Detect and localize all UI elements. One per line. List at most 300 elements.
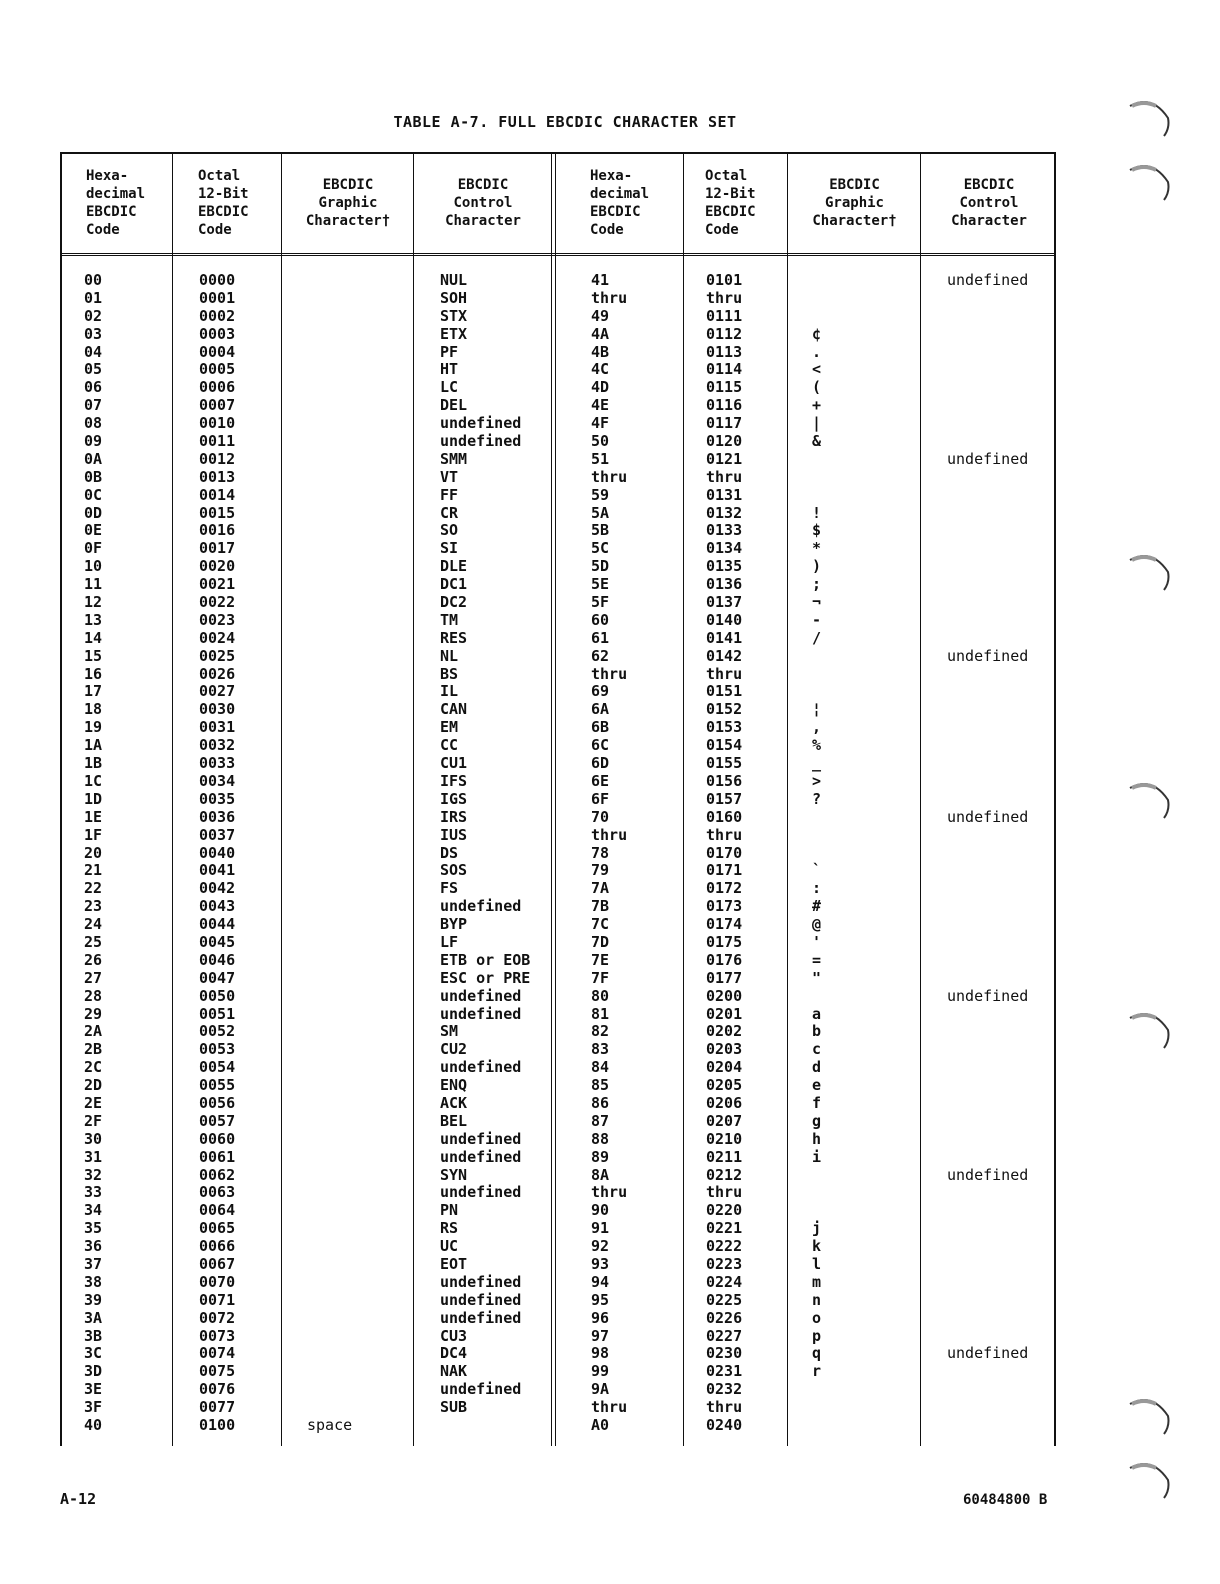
table-cell: j — [812, 1219, 822, 1238]
table-cell: 3B — [84, 1326, 103, 1345]
column-divider — [787, 152, 788, 1446]
table-cell — [947, 970, 1028, 988]
table-cell: r — [812, 1362, 822, 1381]
table-cell: 5C — [591, 539, 610, 558]
table-cell — [812, 1184, 821, 1202]
table-cell: / — [812, 628, 822, 647]
table-cell: 60 — [591, 610, 610, 629]
table-cell: 1C — [84, 771, 103, 790]
header-graphic-character: EBCDIC Graphic Character† — [305, 176, 391, 229]
table-cell: IRS — [440, 807, 468, 826]
table-cell: SI — [440, 539, 459, 558]
table-cell: thru — [591, 1398, 628, 1417]
table-cell — [947, 522, 1028, 540]
table-cell: 0006 — [199, 378, 236, 397]
table-cell: 0002 — [199, 306, 236, 325]
table-cell: 11 — [84, 575, 103, 594]
table-cell — [307, 773, 352, 791]
table-cell: 0064 — [199, 1201, 236, 1220]
table-cell — [307, 1220, 352, 1238]
table-cell: RS — [440, 1219, 459, 1238]
table-cell: 10 — [84, 557, 103, 576]
table-cell: 22 — [84, 879, 103, 898]
table-cell: undefined — [440, 1147, 522, 1166]
table-cell — [947, 1292, 1028, 1310]
table-cell: 0201 — [706, 1004, 743, 1023]
table-cell: ) — [812, 557, 822, 576]
table-cell — [307, 952, 352, 970]
table-cell — [307, 1328, 352, 1346]
table-cell: 89 — [591, 1147, 610, 1166]
table-cell — [947, 612, 1028, 630]
table-cell — [947, 737, 1028, 755]
table-cell: ` — [812, 861, 822, 880]
table-cell: 0117 — [706, 414, 743, 433]
table-cell: 51 — [591, 449, 610, 468]
table-cell — [812, 988, 821, 1006]
table-cell: 5B — [591, 521, 610, 540]
table-cell: LF — [440, 932, 459, 951]
table-cell — [947, 433, 1028, 451]
table-cell: 0046 — [199, 950, 236, 969]
table-cell — [947, 630, 1028, 648]
table-cell: 97 — [591, 1326, 610, 1345]
table-cell: 0155 — [706, 754, 743, 773]
table-cell — [307, 594, 352, 612]
table-cell: undefined — [947, 646, 1029, 665]
table-cell — [307, 1399, 352, 1417]
table-cell: 0021 — [199, 575, 236, 594]
binder-hole-icon — [1128, 98, 1176, 138]
table-cell: 0200 — [706, 986, 743, 1005]
table-cell: 0202 — [706, 1022, 743, 1041]
table-cell: + — [812, 396, 822, 415]
table-cell: 61 — [591, 628, 610, 647]
table-cell: 6A — [591, 700, 610, 719]
table-cell: DEL — [440, 396, 468, 415]
table-cell: NUL — [440, 271, 468, 289]
table-cell — [947, 469, 1028, 487]
header-octal-code-2: Octal 12-Bit EBCDIC Code — [705, 167, 756, 238]
table-cell: undefined — [440, 897, 522, 916]
table-cell: ¢ — [812, 324, 822, 343]
table-cell: p — [812, 1326, 822, 1345]
table-cell — [307, 272, 352, 290]
table-cell: 0151 — [706, 682, 743, 701]
table-cell: 0211 — [706, 1147, 743, 1166]
table-cell — [947, 308, 1028, 326]
table-cell — [947, 397, 1028, 415]
table-cell: & — [812, 432, 822, 451]
table-cell: SYN — [440, 1165, 468, 1184]
table-cell — [812, 666, 821, 684]
table-cell: 2A — [84, 1022, 103, 1041]
table-cell: RES — [440, 628, 468, 647]
table-cell — [307, 1238, 352, 1256]
table-cell: 0030 — [199, 700, 236, 719]
table-cell — [307, 308, 352, 326]
table-cell: | — [812, 414, 822, 433]
column-graphic-left — [307, 272, 352, 1435]
table-cell: 0054 — [199, 1058, 236, 1077]
table-cell: 80 — [591, 986, 610, 1005]
table-cell — [947, 344, 1028, 362]
table-cell: 0231 — [706, 1362, 743, 1381]
table-cell: ' — [812, 932, 822, 951]
table-cell: DLE — [440, 557, 468, 576]
table-cell — [307, 737, 352, 755]
table-cell: 0101 — [706, 271, 743, 289]
table-cell — [307, 1202, 352, 1220]
table-cell: 0203 — [706, 1040, 743, 1059]
table-cell: 0220 — [706, 1201, 743, 1220]
table-cell: undefined — [440, 1004, 522, 1023]
table-cell: 2E — [84, 1093, 103, 1112]
table-cell: 0012 — [199, 449, 236, 468]
table-cell: 0067 — [199, 1254, 236, 1273]
table-cell: 0077 — [199, 1398, 236, 1417]
table-cell: 3A — [84, 1308, 103, 1327]
header-graphic-character-2: EBCDIC Graphic Character† — [812, 176, 897, 229]
table-cell: SUB — [440, 1398, 468, 1417]
table-cell: 0041 — [199, 861, 236, 880]
table-cell: 0037 — [199, 825, 236, 844]
table-cell: 0131 — [706, 485, 743, 504]
table-cell — [947, 773, 1028, 791]
table-cell: 41 — [591, 271, 610, 289]
table-cell: 2B — [84, 1040, 103, 1059]
table-cell: 0000 — [199, 271, 236, 289]
table-cell: undefined — [947, 1344, 1029, 1363]
table-cell: BYP — [440, 915, 468, 934]
table-cell: 70 — [591, 807, 610, 826]
table-cell: 29 — [84, 1004, 103, 1023]
table-cell: IL — [440, 682, 459, 701]
table-cell: 1A — [84, 736, 103, 755]
table-cell: 24 — [84, 915, 103, 934]
table-cell: 0132 — [706, 503, 743, 522]
table-cell — [947, 880, 1028, 898]
table-cell: 04 — [84, 342, 103, 361]
table-cell — [947, 1220, 1028, 1238]
table-cell: 19 — [84, 718, 103, 737]
table-cell — [307, 791, 352, 809]
table-cell — [307, 1184, 352, 1202]
table-cell: 0051 — [199, 1004, 236, 1023]
table-cell: 0050 — [199, 986, 236, 1005]
table-cell: 0057 — [199, 1111, 236, 1130]
binder-hole-icon — [1128, 1010, 1176, 1050]
table-cell — [307, 469, 352, 487]
table-cell: DC2 — [440, 593, 468, 612]
table-cell: undefined — [947, 1165, 1029, 1184]
table-cell: SOS — [440, 861, 468, 880]
column-divider — [172, 152, 173, 1446]
table-cell — [947, 827, 1028, 845]
table-cell — [812, 683, 821, 701]
header-hex-code: Hexa- decimal EBCDIC Code — [86, 167, 146, 238]
table-cell — [307, 988, 352, 1006]
table-cell: 0176 — [706, 950, 743, 969]
table-cell: thru — [706, 1398, 743, 1417]
table-cell: a — [812, 1004, 822, 1023]
table-cell — [307, 845, 352, 863]
table-cell — [947, 1113, 1028, 1131]
table-cell — [812, 1202, 821, 1220]
table-cell: g — [812, 1111, 822, 1130]
table-cell: A0 — [591, 1416, 610, 1434]
table-cell: 0120 — [706, 432, 743, 451]
column-octal-right — [706, 272, 742, 1435]
table-cell — [947, 916, 1028, 934]
table-cell — [307, 666, 352, 684]
table-cell: 0222 — [706, 1237, 743, 1256]
table-cell: undefined — [947, 986, 1029, 1005]
table-cell: 33 — [84, 1183, 103, 1202]
table-cell: undefined — [440, 1308, 522, 1327]
table-cell — [307, 451, 352, 469]
table-cell: 0136 — [706, 575, 743, 594]
table-cell: 0230 — [706, 1344, 743, 1363]
table-cell: undefined — [440, 1380, 522, 1399]
table-cell: 23 — [84, 897, 103, 916]
table-cell: 26 — [84, 950, 103, 969]
table-cell: 86 — [591, 1093, 610, 1112]
table-cell: 0153 — [706, 718, 743, 737]
table-cell: 1E — [84, 807, 103, 826]
table-cell: 36 — [84, 1237, 103, 1256]
table-cell: TM — [440, 610, 459, 629]
table-cell — [947, 862, 1028, 880]
table-cell — [307, 1310, 352, 1328]
table-cell: FS — [440, 879, 459, 898]
table-cell: 0004 — [199, 342, 236, 361]
header-rule — [60, 253, 1056, 256]
table-cell — [947, 415, 1028, 433]
table-cell: h — [812, 1129, 822, 1148]
table-cell: 0001 — [199, 288, 236, 307]
table-cell: : — [812, 879, 822, 898]
table-cell: 82 — [591, 1022, 610, 1041]
table-cell: 3F — [84, 1398, 103, 1417]
table-cell: 0045 — [199, 932, 236, 951]
table-cell: 0014 — [199, 485, 236, 504]
table-cell: < — [812, 360, 822, 379]
table-cell: 96 — [591, 1308, 610, 1327]
table-cell — [307, 558, 352, 576]
table-cell: @ — [812, 915, 822, 934]
header-control-character: EBCDIC Control Character — [445, 176, 521, 229]
table-cell — [307, 433, 352, 451]
table-cell: , — [812, 718, 822, 737]
table-cell — [307, 916, 352, 934]
table-cell: 38 — [84, 1272, 103, 1291]
table-cell: 0066 — [199, 1237, 236, 1256]
table-cell — [947, 1184, 1028, 1202]
table-cell: 35 — [84, 1219, 103, 1238]
table-cell — [307, 505, 352, 523]
table-cell: CU1 — [440, 754, 468, 773]
column-hex-left — [84, 272, 102, 1435]
table-cell: DS — [440, 843, 459, 862]
table-cell: undefined — [440, 1272, 522, 1291]
table-cell: l — [812, 1254, 822, 1273]
table-cell: 84 — [591, 1058, 610, 1077]
table-cell — [307, 1345, 352, 1363]
table-cell: 69 — [591, 682, 610, 701]
table-cell — [307, 1381, 352, 1399]
table-cell: c — [812, 1040, 822, 1059]
table-cell: NL — [440, 646, 459, 665]
table-cell: 0016 — [199, 521, 236, 540]
table-cell: 0070 — [199, 1272, 236, 1291]
table-cell: d — [812, 1058, 822, 1077]
table-cell: 4E — [591, 396, 610, 415]
table-cell: 0052 — [199, 1022, 236, 1041]
table-cell: 2D — [84, 1076, 103, 1095]
table-cell — [947, 558, 1028, 576]
header-octal-code: Octal 12-Bit EBCDIC Code — [198, 167, 249, 238]
table-cell: 95 — [591, 1290, 610, 1309]
table-cell: 0140 — [706, 610, 743, 629]
table-cell: 0170 — [706, 843, 743, 862]
column-control-left — [440, 272, 530, 1435]
table-cell: 99 — [591, 1362, 610, 1381]
table-cell — [947, 1149, 1028, 1167]
table-cell: 85 — [591, 1076, 610, 1095]
table-cell: 0044 — [199, 915, 236, 934]
table-cell: undefined — [440, 1183, 522, 1202]
table-cell: 0152 — [706, 700, 743, 719]
table-cell: 09 — [84, 432, 103, 451]
header-control-character-2: EBCDIC Control Character — [951, 176, 1027, 229]
table-cell: CAN — [440, 700, 468, 719]
table-cell — [812, 1417, 821, 1435]
column-control-right — [947, 272, 1028, 1399]
table-cell: CU3 — [440, 1326, 468, 1345]
center-double-divider — [551, 152, 556, 1446]
table-cell: 0142 — [706, 646, 743, 665]
table-cell: 0047 — [199, 968, 236, 987]
table-cell — [947, 361, 1028, 379]
table-cell: 0025 — [199, 646, 236, 665]
table-cell: thru — [591, 664, 628, 683]
table-cell: 0113 — [706, 342, 743, 361]
table-cell — [812, 845, 821, 863]
table-cell: b — [812, 1022, 822, 1041]
header-hex-code-2: Hexa- decimal EBCDIC Code — [590, 167, 650, 238]
table-cell: 0031 — [199, 718, 236, 737]
table-cell — [307, 576, 352, 594]
table-cell: 0063 — [199, 1183, 236, 1202]
table-cell: 59 — [591, 485, 610, 504]
table-cell — [947, 898, 1028, 916]
table-cell: 0011 — [199, 432, 236, 451]
table-cell: 0B — [84, 467, 103, 486]
table-cell — [812, 1381, 821, 1399]
table-cell: 9A — [591, 1380, 610, 1399]
table-cell: 93 — [591, 1254, 610, 1273]
table-cell — [307, 290, 352, 308]
table-cell: 7D — [591, 932, 610, 951]
table-cell: 27 — [84, 968, 103, 987]
table-cell: 0A — [84, 449, 103, 468]
table-cell: 7E — [591, 950, 610, 969]
column-divider — [920, 152, 921, 1446]
table-cell: 94 — [591, 1272, 610, 1291]
table-cell: 40 — [84, 1416, 103, 1434]
table-cell: 0232 — [706, 1380, 743, 1399]
table-cell: EOT — [440, 1254, 468, 1273]
table-cell: 0017 — [199, 539, 236, 558]
table-cell: FF — [440, 485, 459, 504]
table-cell — [947, 1363, 1028, 1381]
table-cell: 62 — [591, 646, 610, 665]
table-cell: DC1 — [440, 575, 468, 594]
table-cell: 3C — [84, 1344, 103, 1363]
table-cell: 0115 — [706, 378, 743, 397]
table-cell — [947, 326, 1028, 344]
table-cell: 3D — [84, 1362, 103, 1381]
table-cell: 0160 — [706, 807, 743, 826]
table-cell: 0134 — [706, 539, 743, 558]
table-cell: 5F — [591, 593, 610, 612]
table-cell: 0100 — [199, 1416, 236, 1434]
column-octal-left — [199, 272, 235, 1435]
table-cell: > — [812, 771, 822, 790]
table-cell: 91 — [591, 1219, 610, 1238]
table-cell: 0226 — [706, 1308, 743, 1327]
table-cell — [307, 1006, 352, 1024]
table-cell: 0013 — [199, 467, 236, 486]
table-cell: thru — [706, 288, 743, 307]
table-cell: 0135 — [706, 557, 743, 576]
table-cell: 1F — [84, 825, 103, 844]
table-cell: 0227 — [706, 1326, 743, 1345]
table-cell: " — [812, 968, 822, 987]
table-cell: UC — [440, 1237, 459, 1256]
table-cell: thru — [706, 467, 743, 486]
table-cell: # — [812, 897, 822, 916]
table-cell: 0034 — [199, 771, 236, 790]
table-cell: 81 — [591, 1004, 610, 1023]
table-cell — [947, 701, 1028, 719]
table-cell: 0175 — [706, 932, 743, 951]
table-cell: 0116 — [706, 396, 743, 415]
document-number: 60484800 B — [963, 1492, 1048, 1508]
table-cell: BS — [440, 664, 459, 683]
table-cell: undefined — [947, 449, 1029, 468]
table-cell — [947, 934, 1028, 952]
table-cell: 6F — [591, 789, 610, 808]
table-cell — [812, 451, 821, 469]
table-cell: thru — [706, 664, 743, 683]
binder-hole-icon — [1128, 780, 1176, 820]
table-cell — [947, 683, 1028, 701]
table-cell — [307, 1059, 352, 1077]
table-cell: SM — [440, 1022, 459, 1041]
table-cell: i — [812, 1147, 822, 1166]
table-cell: 37 — [84, 1254, 103, 1273]
table-cell: 2F — [84, 1111, 103, 1130]
table-cell — [307, 880, 352, 898]
table-cell: 0060 — [199, 1129, 236, 1148]
table-cell — [307, 970, 352, 988]
table-cell: - — [812, 610, 822, 629]
table-cell: STX — [440, 306, 468, 325]
table-cell: 0026 — [199, 664, 236, 683]
table-cell: 0173 — [706, 897, 743, 916]
